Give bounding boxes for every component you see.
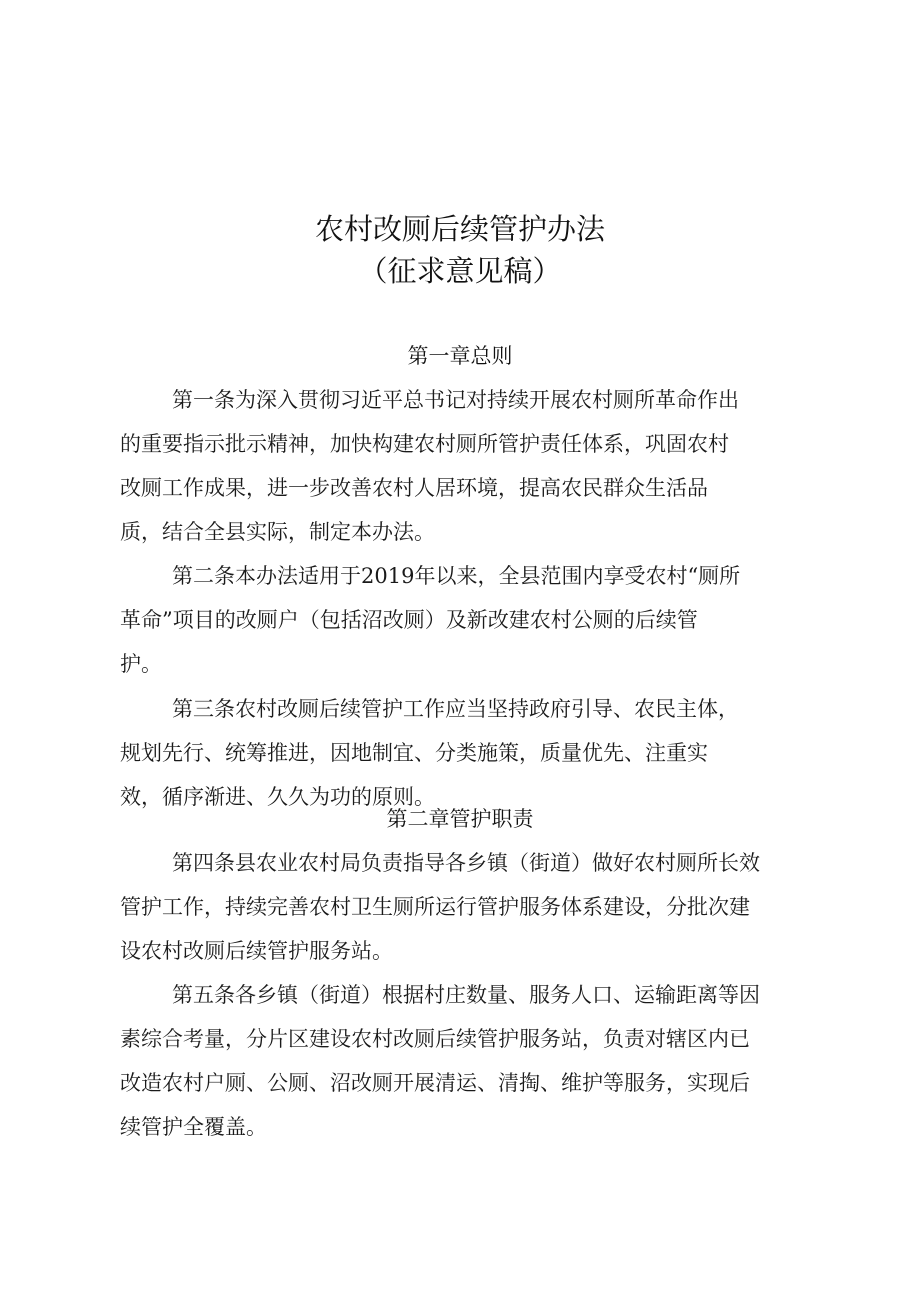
paragraph-line: 第五条各乡镇（街道）根据村庄数量、服务人口、运输距离等因	[172, 983, 760, 1007]
paragraph-line: 第四条县农业农村局负责指导各乡镇（街道）做好农村厕所长效	[172, 851, 760, 875]
document-title: 农村改厕后续管护办法	[314, 212, 605, 246]
paragraph-line: 第三条农村改厕后续管护工作应当坚持政府引导、农民主体，	[172, 697, 739, 721]
paragraph-line: 改造农村户厕、公厕、沼改厕开展清运、清掏、维护等服务，实现后	[120, 1071, 750, 1095]
chapter-heading-1: 第一章总则	[407, 344, 513, 368]
paragraph-line: 素综合考量，分片区建设农村改厕后续管护服务站，负责对辖区内已	[120, 1027, 750, 1051]
chapter-heading-2: 第二章管护职责	[386, 807, 534, 831]
paragraph-line: 效，循序渐进、久久为功的原则。	[120, 785, 435, 809]
paragraph-line: 第一条为深入贯彻习近平总书记对持续开展农村厕所革命作出	[172, 388, 739, 412]
paragraph-line: 第二条本办法适用于2019年以来，全县范围内享受农村“厕所	[172, 564, 741, 588]
paragraph-line: 质，结合全县实际，制定本办法。	[120, 520, 435, 544]
paragraph-line: 的重要指示批示精神，加快构建农村厕所管护责任体系，巩固农村	[120, 432, 729, 456]
paragraph-line: 管护工作，持续完善农村卫生厕所运行管护服务体系建设，分批次建	[120, 895, 750, 919]
paragraph-line: 护。	[120, 652, 162, 676]
paragraph-line: 规划先行、统筹推进，因地制宜、分类施策，质量优先、注重实	[120, 741, 708, 765]
paragraph-line: 革命”项目的改厕户（包括沼改厕）及新改建农村公厕的后续管	[120, 608, 698, 632]
paragraph-line: 设农村改厕后续管护服务站。	[120, 939, 393, 963]
document-title-block	[0, 208, 920, 292]
paragraph-line: 续管护全覆盖。	[120, 1115, 267, 1139]
paragraph-line: 改厕工作成果，进一步改善农村人居环境，提高农民群众生活品	[120, 476, 708, 500]
document-subtitle: （征求意见稿）	[358, 254, 562, 288]
